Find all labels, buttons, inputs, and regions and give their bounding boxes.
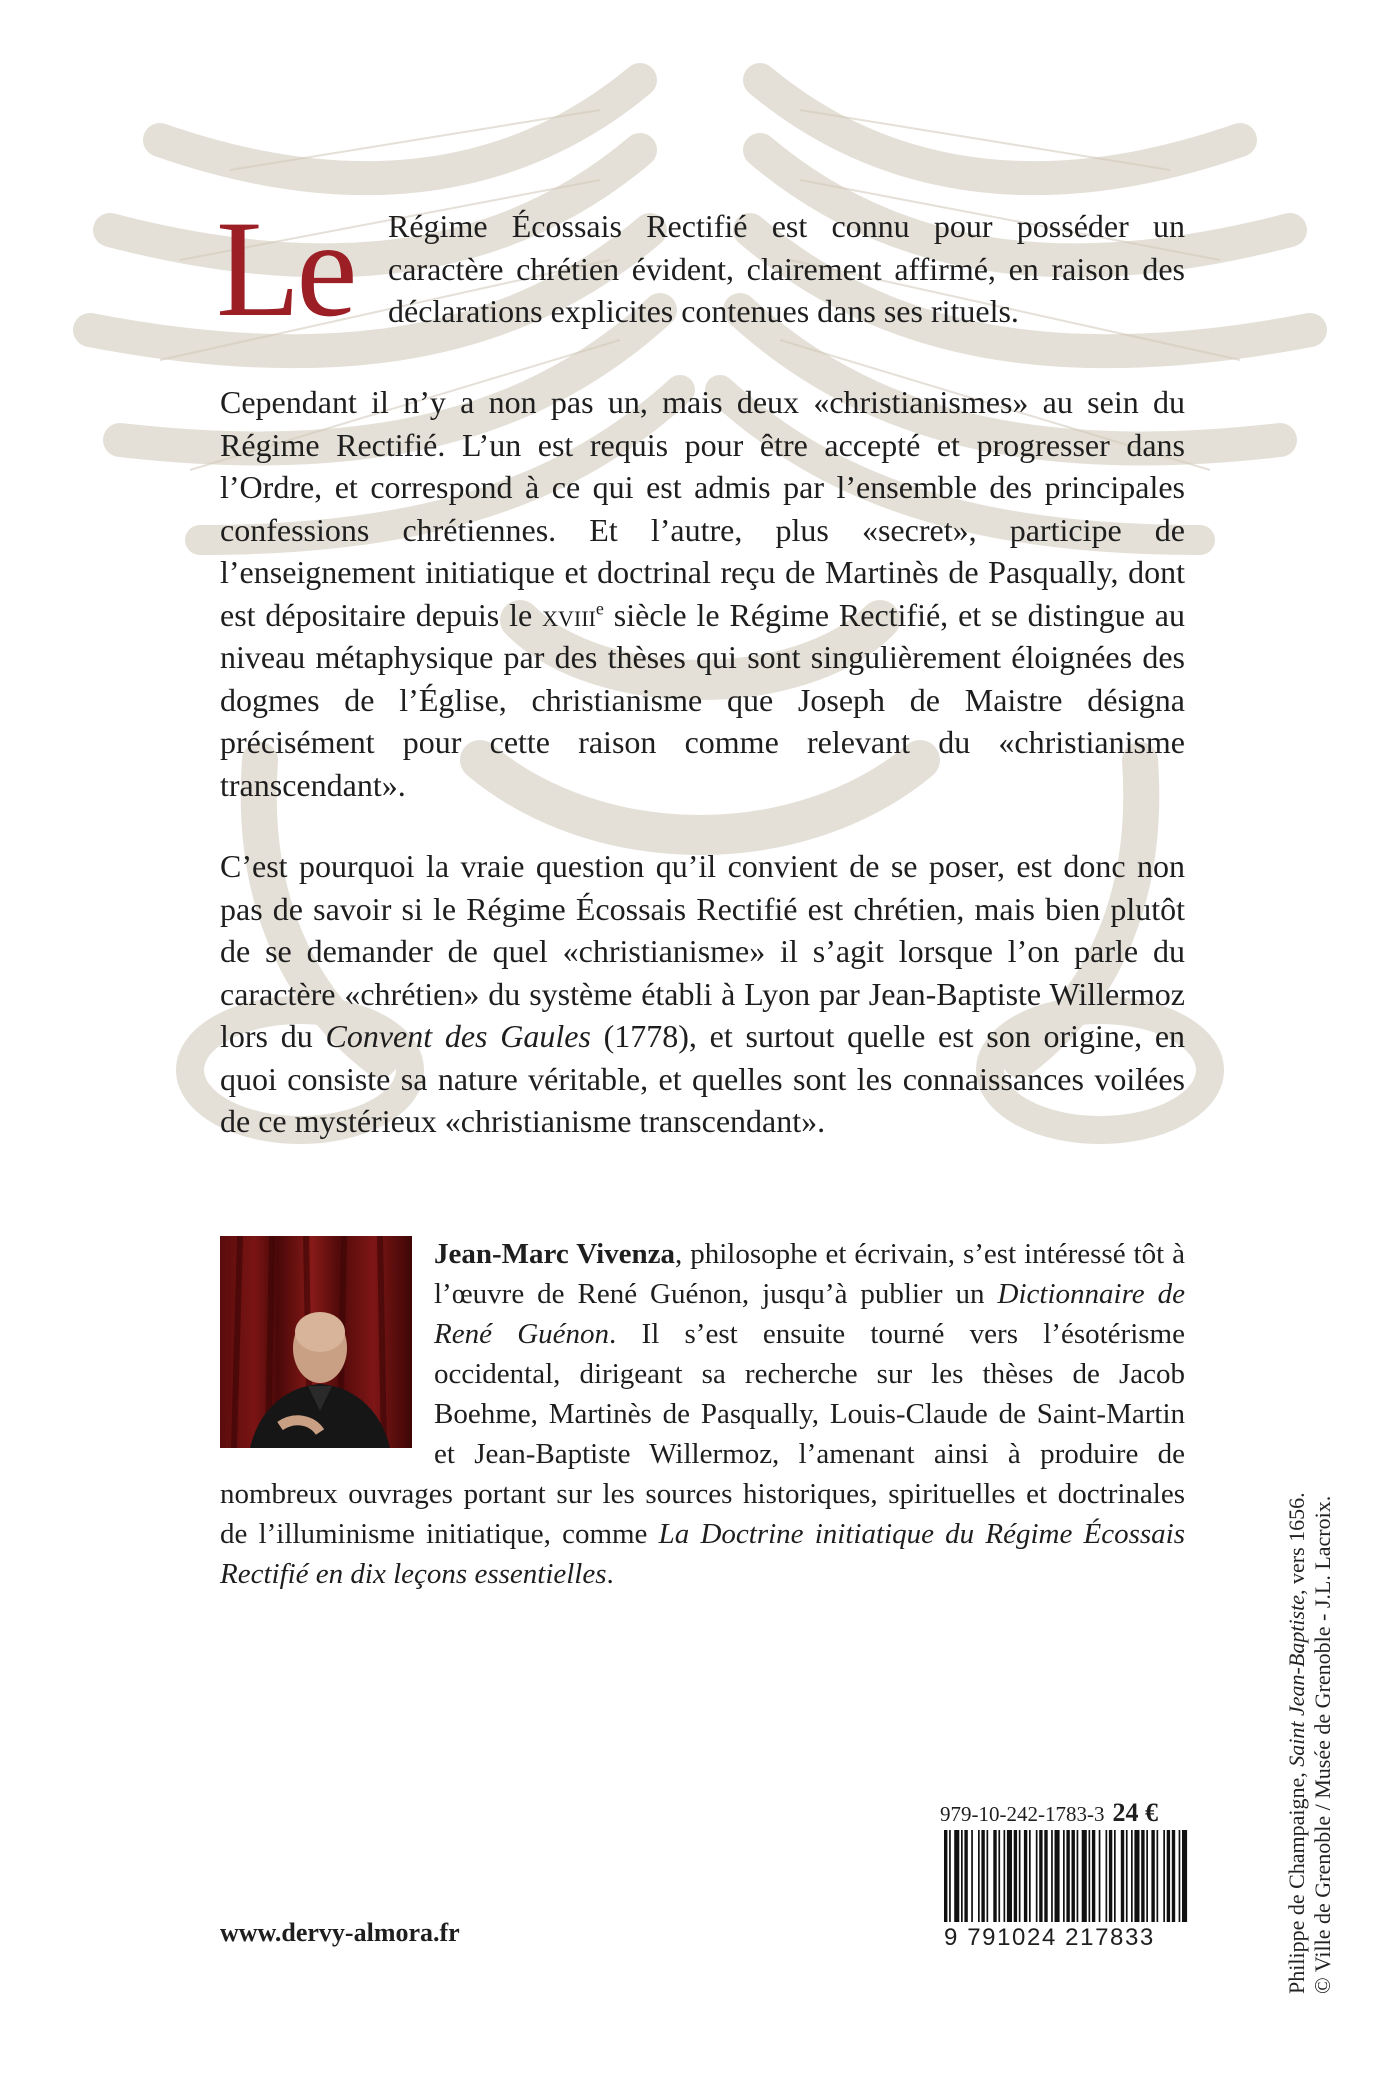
main-text <box>216 192 1186 1139</box>
barcode-bar <box>1099 1830 1101 1922</box>
book-title-dictionnaire: Dictionnaire de René Guénon <box>434 1278 1185 1350</box>
author-bio <box>220 1234 1185 1594</box>
barcode-bar <box>1044 1830 1047 1922</box>
drop-cap: Le <box>216 192 354 345</box>
barcode-bar <box>1106 1830 1108 1922</box>
barcode-bar <box>1167 1830 1170 1922</box>
century-numeral: xviii <box>542 596 596 633</box>
barcode-bar <box>1131 1830 1133 1922</box>
barcode-bar <box>1114 1830 1116 1922</box>
barcode-bar <box>1089 1830 1091 1922</box>
barcode-bar <box>1179 1830 1181 1922</box>
barcode-bar <box>1141 1830 1144 1922</box>
credit-painter: Philippe de Champaigne, <box>1284 1772 1309 1994</box>
barcode-bar <box>1055 1830 1060 1922</box>
barcode-bar <box>944 1830 947 1922</box>
barcode-bar <box>1126 1830 1128 1922</box>
barcode-bar <box>1014 1830 1017 1922</box>
paragraph-three-text-end: (1778), et surtout quelle est son origine, en quoi consiste sa nature véritable, et quelles sont les connaissances voilées de ce mystérieux «christianisme transcendant». <box>220 1018 1186 1139</box>
credit-date: , vers 1656. <box>1284 1492 1309 1596</box>
credit-line-2: © Ville de Grenoble / Musée de Grenoble - J.L. Lacroix. <box>1310 1495 1335 1994</box>
barcode-bar <box>1157 1830 1159 1922</box>
barcode-bar <box>1121 1830 1124 1922</box>
author-name: Jean-Marc Vivenza <box>434 1238 675 1270</box>
barcode-bar <box>998 1830 1000 1922</box>
barcode-bar <box>1024 1830 1027 1922</box>
isbn-price-line <box>940 1798 1198 1828</box>
intro-text: Régime Écossais Rectifié est connu pour posséder un caractère chrétien évident, clairement affirmé, en raison des déclarations explicites contenues dans ses rituels. <box>388 208 1185 329</box>
barcode-bar <box>1066 1830 1069 1922</box>
barcode-bar <box>964 1830 967 1922</box>
barcode-bar <box>1082 1830 1087 1922</box>
barcode-bar <box>1004 1830 1006 1922</box>
barcode-bar <box>1182 1830 1187 1922</box>
convent-title: Convent des Gaules <box>325 1018 591 1054</box>
barcode-bar <box>1063 1830 1065 1922</box>
price: 24 € <box>1112 1798 1158 1827</box>
barcode-digits: 9 791024 217833 <box>944 1924 1155 1951</box>
author-bio-part1: , philosophe et écrivain, s’est intéressé tôt à l’œuvre de René Guénon, jusqu’à publier un <box>434 1238 1185 1310</box>
author-bio-end: . <box>606 1558 614 1590</box>
isbn-number: 979-10-242-1783-3 <box>940 1802 1105 1826</box>
barcode-bar <box>1109 1830 1112 1922</box>
barcode-bar <box>981 1830 984 1922</box>
barcode-bar <box>1146 1830 1148 1922</box>
barcode-bar <box>1077 1830 1079 1922</box>
paragraph-two-text: Cependant il n’y a non pas un, mais deux «christianismes» au sein du Régime Rectifié. L’un est requis pour être accepté et progresser dans l’Ordre, et correspond à ce qui est admis par l’ensemble des principales confessions chrétiennes. Et l’autre, plus «secret», participe de l’enseignement initiatique et doctrinal reçu de Martinès de Pasqually, dont est dépositaire depuis le <box>220 384 1185 633</box>
paragraph-three-text: C’est pourquoi la vraie question qu’il convient de se poser, est donc non pas de savoir si le Régime Écossais Rectifié est chrétien, mais bien plutôt de se demander de quel «christianisme» il s’agit lorsque l’on parle du caractère «chrétien» du système établi à Lyon par Jean-Baptiste Willermoz lors du <box>220 848 1185 1054</box>
barcode-bar <box>1163 1830 1165 1922</box>
barcode-bar <box>961 1830 963 1922</box>
barcode-bar <box>1151 1830 1154 1922</box>
barcode-bar <box>993 1830 996 1922</box>
barcode-bar <box>987 1830 989 1922</box>
barcode-bar <box>1051 1830 1053 1922</box>
author-bio-part2: . Il s’est ensuite tourné vers l’ésotérisme occidental, dirigeant sa recherche sur les thèses de Jacob Boehme, Martinès de Pasqually, Louis-Claude de Saint-Martin et Jean-Baptiste Willermoz, l’amenant ainsi à produire de nombreux ouvrages portant sur les sources historiques, spirituelles et doctrinales de l’illuminisme initiatique, comme <box>220 1318 1185 1550</box>
barcode-bar <box>1007 1830 1012 1922</box>
book-title-doctrine: La Doctrine initiatique du Régime Écossais Rectifié en dix leçons essentielles <box>220 1518 1186 1590</box>
barcode-bar <box>978 1830 980 1922</box>
paragraph-two-text-end: siècle le Régime Rectifié, et se distingue au niveau métaphysique par des thèses qui sont singulièrement éloignées des dogmes de l’Église, christianisme que Joseph de Maistre désigna précisément pour cette raison comme relevant du «christianisme transcendant». <box>220 596 1186 803</box>
credit-line-1 <box>1284 1492 1310 1994</box>
barcode-bar <box>1172 1830 1175 1922</box>
barcode-bar <box>1072 1830 1075 1922</box>
author-photo <box>220 1236 412 1448</box>
publisher-website: www.dervy-almora.fr <box>220 1918 460 1947</box>
barcode-bar <box>1029 1830 1031 1922</box>
century-superscript: e <box>595 597 604 618</box>
barcode-bar <box>1019 1830 1021 1922</box>
image-credit <box>1284 1492 1336 1994</box>
intro-paragraph <box>216 192 1185 345</box>
barcode-bar <box>1134 1830 1139 1922</box>
barcode-bar <box>1092 1830 1095 1922</box>
barcode-bar <box>1039 1830 1042 1922</box>
barcode-bar <box>949 1830 951 1922</box>
barcode-bar <box>954 1830 959 1922</box>
credit-painting-title: Saint Jean-Baptiste <box>1284 1595 1309 1767</box>
barcode-bar <box>971 1830 973 1922</box>
paragraph-three <box>220 845 1185 1143</box>
author-portrait-image <box>220 1236 412 1448</box>
paragraph-two <box>220 381 1185 806</box>
barcode-bar <box>1036 1830 1038 1922</box>
